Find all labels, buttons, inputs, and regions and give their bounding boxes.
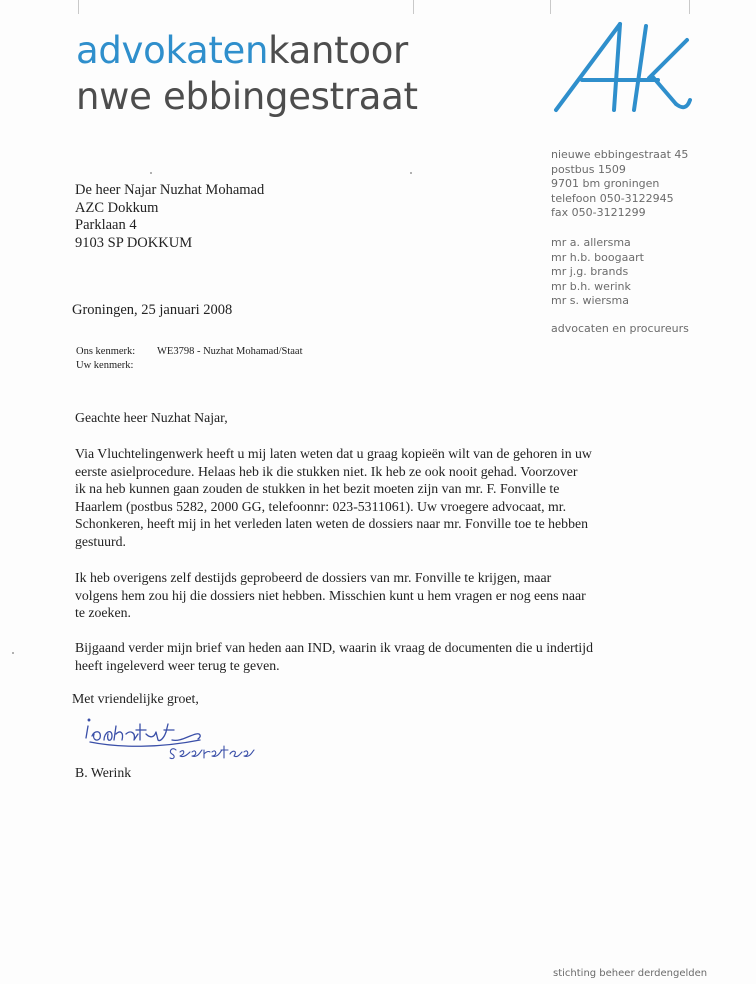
- contact-line: fax 050-3121299: [551, 206, 646, 220]
- paragraph-line: Haarlem (postbus 5282, 2000 GG, telefoonnr: 023-5311061). Uw vroegere advocaat, mr.: [75, 498, 567, 514]
- contact-line: telefoon 050-3122945: [551, 191, 674, 205]
- date-line: Groningen, 25 januari 2008: [72, 302, 233, 318]
- scan-speck: [150, 172, 152, 174]
- fold-mark: [413, 0, 414, 14]
- paragraph-line: te zoeken.: [75, 605, 131, 621]
- paragraph-line: Via Vluchtelingenwerk heeft u mij laten weten dat u graag kopieën wilt van de gehoren in uw: [75, 446, 592, 461]
- lawyer-name: mr s. wiersma: [551, 294, 629, 308]
- contact-line: postbus 1509: [551, 162, 626, 176]
- salutation: Geachte heer Nuzhat Najar,: [75, 410, 228, 425]
- contact-block: [551, 148, 688, 221]
- paragraph-line: Schonkeren, heeft mij in het verleden laten weten de dossiers naar mr. Fonville toe te hebben: [75, 516, 589, 532]
- lawyer-name: mr a. allersma: [551, 236, 631, 249]
- contact-line: 9701 bm groningen: [551, 177, 660, 191]
- letter-paragraph: [75, 569, 586, 622]
- recipient-address: [75, 182, 264, 252]
- scan-speck: [410, 172, 412, 174]
- closing: Met vriendelijke groet,: [72, 691, 199, 706]
- lawyer-name: mr b.h. werink: [551, 279, 631, 293]
- letter-paragraph: [75, 445, 592, 551]
- fold-mark: [78, 0, 79, 14]
- paragraph-line: heeft ingeleverd weer terug te geven.: [75, 657, 280, 673]
- paragraph-line: Ik heb overigens zelf destijds geprobeerd de dossiers van mr. Fonville te krijgen, maar: [75, 570, 552, 585]
- scan-speck: [12, 652, 14, 654]
- contact-line: nieuwe ebbingestraat 45: [551, 148, 689, 161]
- paragraph-line: volgens hem zou hij die dossiers niet hebben. Misschien kunt u hem vragen er nog eens naar: [75, 587, 586, 603]
- paragraph-line: gestuurd.: [75, 533, 126, 549]
- paragraph-line: eerste asielprocedure. Helaas heb ik die stukken niet. Ik heb ze ook nooit gehad. Voorzover: [75, 463, 578, 479]
- recipient-line: De heer Najar Nuzhat Mohamad: [75, 182, 265, 198]
- lawyer-name: mr h.b. boogaart: [551, 250, 644, 264]
- signer-name: B. Werink: [75, 765, 132, 780]
- recipient-line: 9103 SP DOKKUM: [75, 234, 193, 251]
- reference-ons-label: Ons kenmerk:: [76, 346, 136, 357]
- recipient-line: AZC Dokkum: [75, 199, 159, 216]
- firm-name-part1: advokaten: [76, 29, 269, 72]
- firm-street-name: nwe ebbingestraat: [76, 75, 418, 118]
- recipient-line: Parklaan 4: [75, 217, 137, 233]
- profession-line: advocaten en procureurs: [551, 322, 689, 335]
- fold-mark: [689, 0, 690, 14]
- firm-name: [76, 30, 408, 72]
- lawyer-list: [551, 236, 644, 309]
- paragraph-line: ik na heb kunnen gaan zouden de stukken in het bezit moeten zijn van mr. F. Fonville te: [75, 481, 560, 497]
- reference-ons-value: WE3798 - Nuzhat Mohamad/Staat: [157, 346, 303, 357]
- reference-uw-label: Uw kenmerk:: [76, 360, 134, 371]
- lawyer-name: mr j.g. brands: [551, 265, 629, 279]
- letter-paragraph: [75, 639, 593, 674]
- handwritten-signature: [80, 712, 270, 762]
- footer-note: stichting beheer derdengelden: [553, 968, 708, 979]
- paragraph-line: Bijgaand verder mijn brief van heden aan IND, waarin ik vraag de documenten die u indertijd: [75, 640, 593, 655]
- ak-logo: [548, 18, 698, 118]
- fold-mark: [550, 0, 551, 14]
- firm-name-part2: kantoor: [268, 29, 408, 72]
